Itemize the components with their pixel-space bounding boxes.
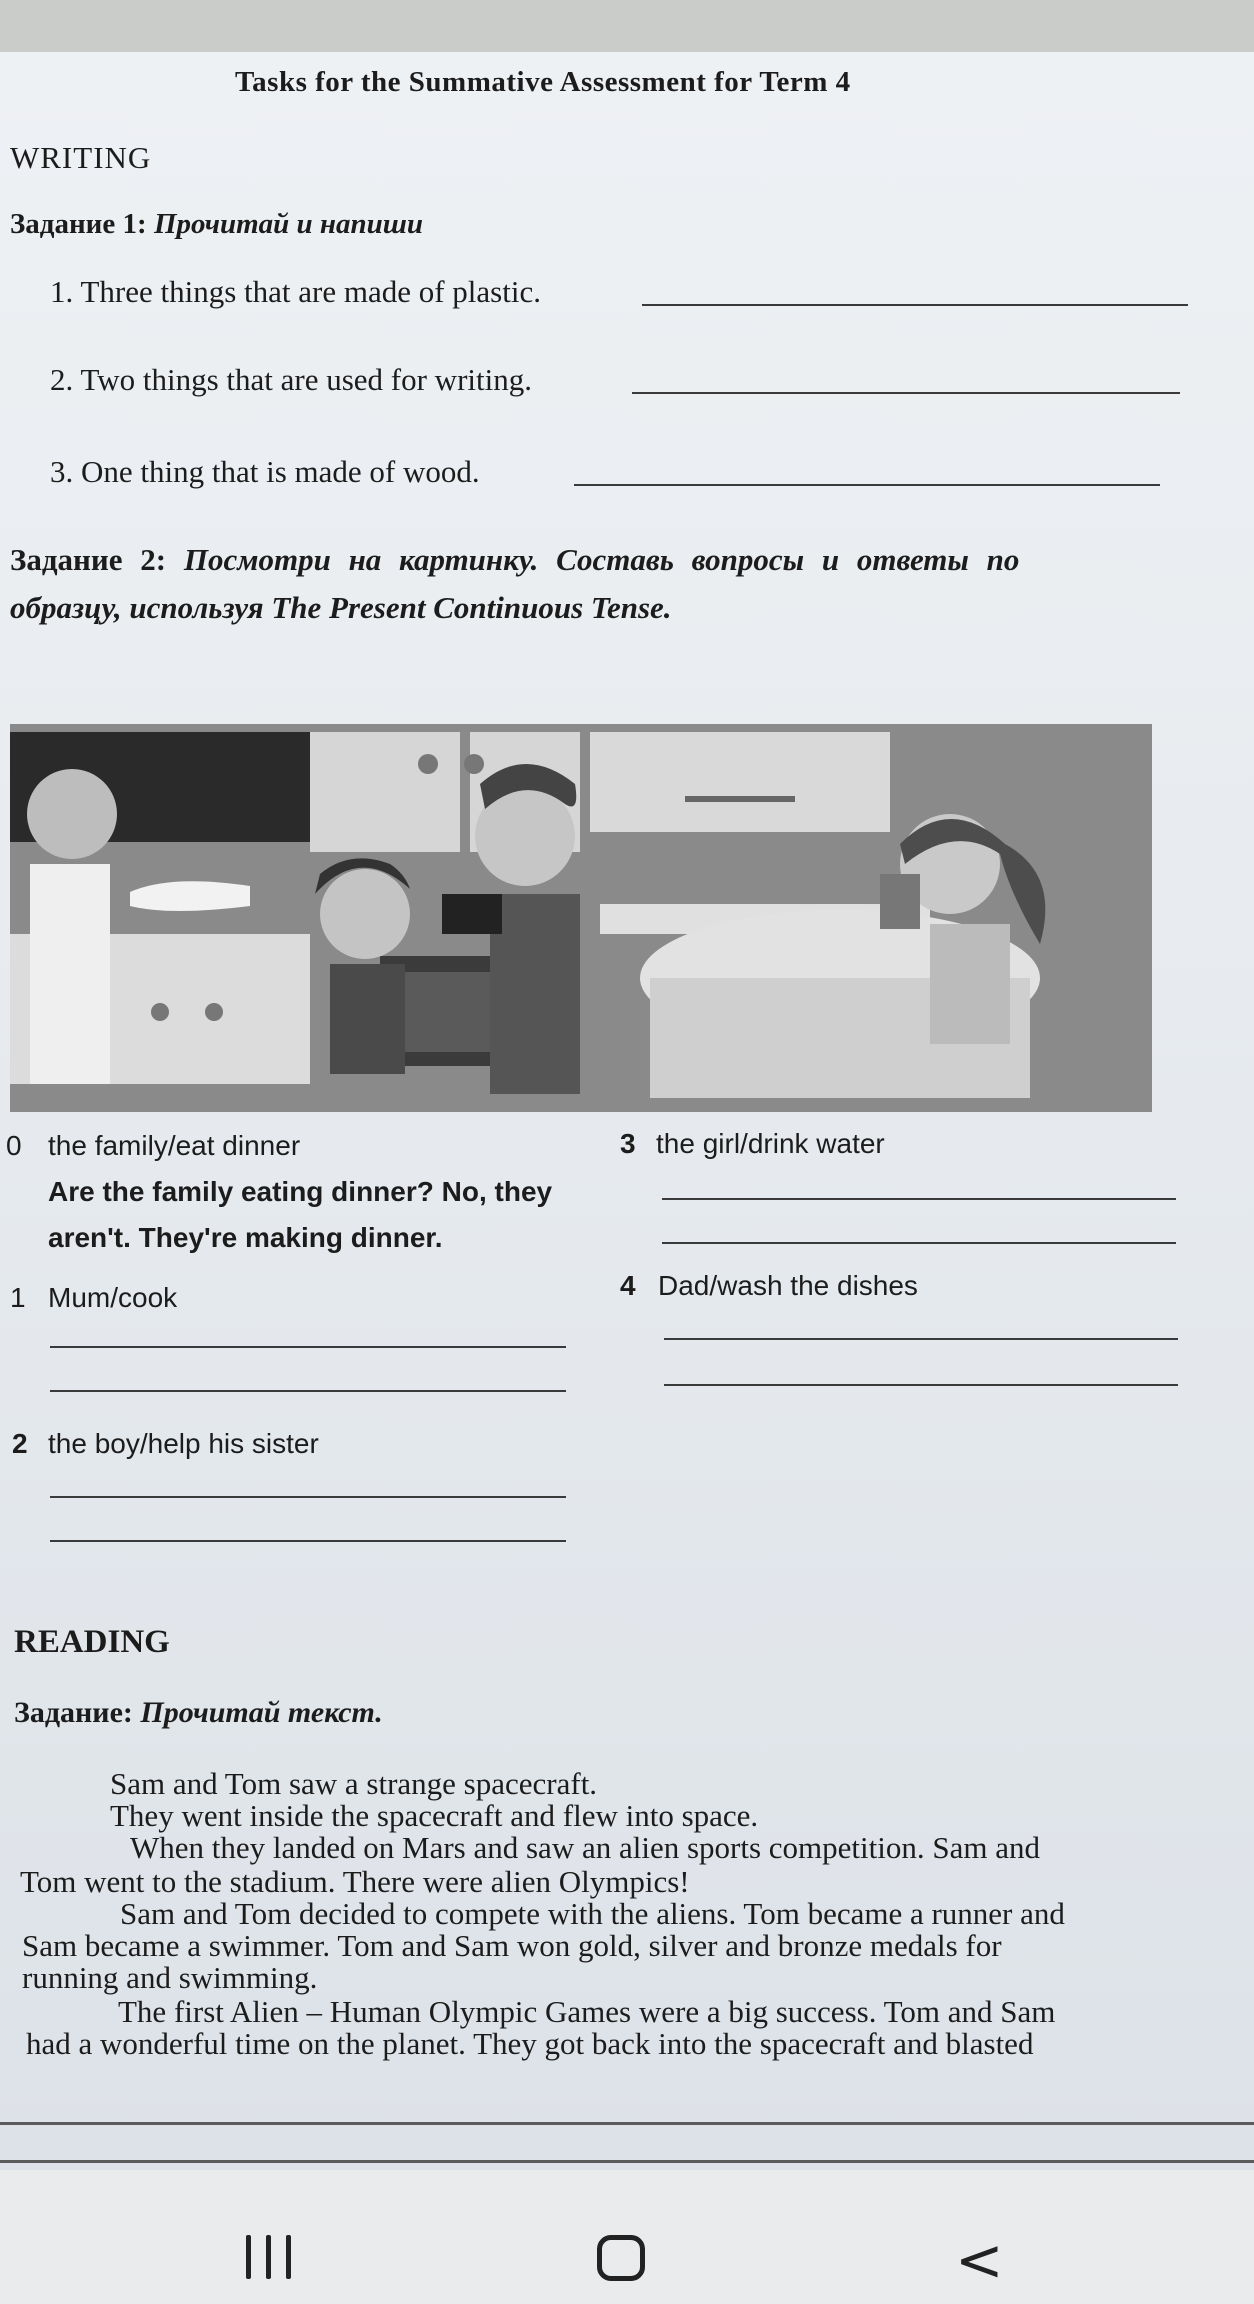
exercise-0-number: 0 (6, 1130, 22, 1161)
answer-line[interactable] (50, 1540, 566, 1542)
reading-task-instruction: Задание: Прочитай текст. (14, 1696, 383, 1729)
answer-line[interactable] (574, 484, 1160, 486)
answer-line[interactable] (664, 1338, 1178, 1340)
answer-line[interactable] (50, 1390, 566, 1392)
page-title: Tasks for the Summative Assessment for Term 4 (235, 66, 851, 98)
exercise-3-prompt: the girl/drink water (656, 1128, 885, 1159)
exercise-1-prompt: Mum/cook (48, 1282, 178, 1313)
story-line-6: Sam became a swimmer. Tom and Sam won gold, silver and bronze medals for (22, 1928, 1002, 1963)
story-line-2: They went inside the spacecraft and flew into space. (110, 1798, 759, 1833)
exercise-2-prompt: the boy/help his sister (48, 1428, 319, 1459)
recent-apps-button[interactable] (246, 2235, 298, 2279)
task2-instruction-line1: Задание 2: Посмотри на картинку. Составь вопросы и ответы по (10, 542, 1020, 577)
story-line-7: running and swimming. (22, 1960, 318, 1995)
story-line-8: The first Alien – Human Olympic Games were a big success. Tom and Sam (118, 1994, 1056, 2029)
recent-apps-icon (286, 2235, 291, 2279)
answer-line[interactable] (662, 1242, 1176, 1244)
exercise-3-number: 3 (620, 1128, 636, 1159)
story-line-9: had a wonderful time on the planet. They got back into the spacecraft and blasted (26, 2026, 1034, 2061)
task1-item-2: 2. Two things that are used for writing. (50, 362, 532, 397)
exercise-1-number: 1 (10, 1282, 26, 1313)
kitchen-family-illustration (10, 724, 1152, 1112)
answer-line[interactable] (662, 1198, 1176, 1200)
exercise-4-prompt: Dad/wash the dishes (658, 1270, 918, 1301)
exercise-0-prompt: the family/eat dinner (48, 1130, 301, 1161)
answer-line[interactable] (664, 1384, 1178, 1386)
back-icon: < (955, 2226, 1004, 2294)
task1-instruction: Задание 1: Прочитай и напиши (10, 208, 424, 240)
task1-item-3: 3. One thing that is made of wood. (50, 454, 480, 489)
back-button[interactable] (955, 2226, 1004, 2294)
story-line-4: Tom went to the stadium. There were alien Olympics! (20, 1864, 690, 1899)
answer-line[interactable] (50, 1346, 566, 1348)
recent-apps-icon (246, 2235, 251, 2279)
status-bar (0, 0, 1254, 52)
divider (0, 2160, 1254, 2163)
home-button[interactable] (597, 2235, 645, 2281)
task2-instruction-line2: образцу, используя The Present Continuous Tense. (10, 590, 672, 625)
reading-heading: READING (14, 1624, 170, 1660)
story-line-1: Sam and Tom saw a strange spacecraft. (110, 1766, 598, 1801)
writing-heading: WRITING (10, 140, 152, 175)
answer-line[interactable] (642, 304, 1188, 306)
exercise-0-answer-line2: aren't. They're making dinner. (48, 1222, 443, 1253)
answer-line[interactable] (632, 392, 1180, 394)
story-line-3: When they landed on Mars and saw an alien sports competition. Sam and (130, 1830, 1040, 1865)
divider (0, 2122, 1254, 2125)
task1-item-1: 1. Three things that are made of plastic. (50, 274, 541, 309)
story-line-5: Sam and Tom decided to compete with the aliens. Tom became a runner and (120, 1896, 1065, 1931)
exercise-0-answer-line1: Are the family eating dinner? No, they (48, 1176, 553, 1207)
exercise-2-number: 2 (12, 1428, 28, 1459)
answer-line[interactable] (50, 1496, 566, 1498)
exercise-4-number: 4 (620, 1270, 636, 1301)
recent-apps-icon (266, 2235, 271, 2279)
